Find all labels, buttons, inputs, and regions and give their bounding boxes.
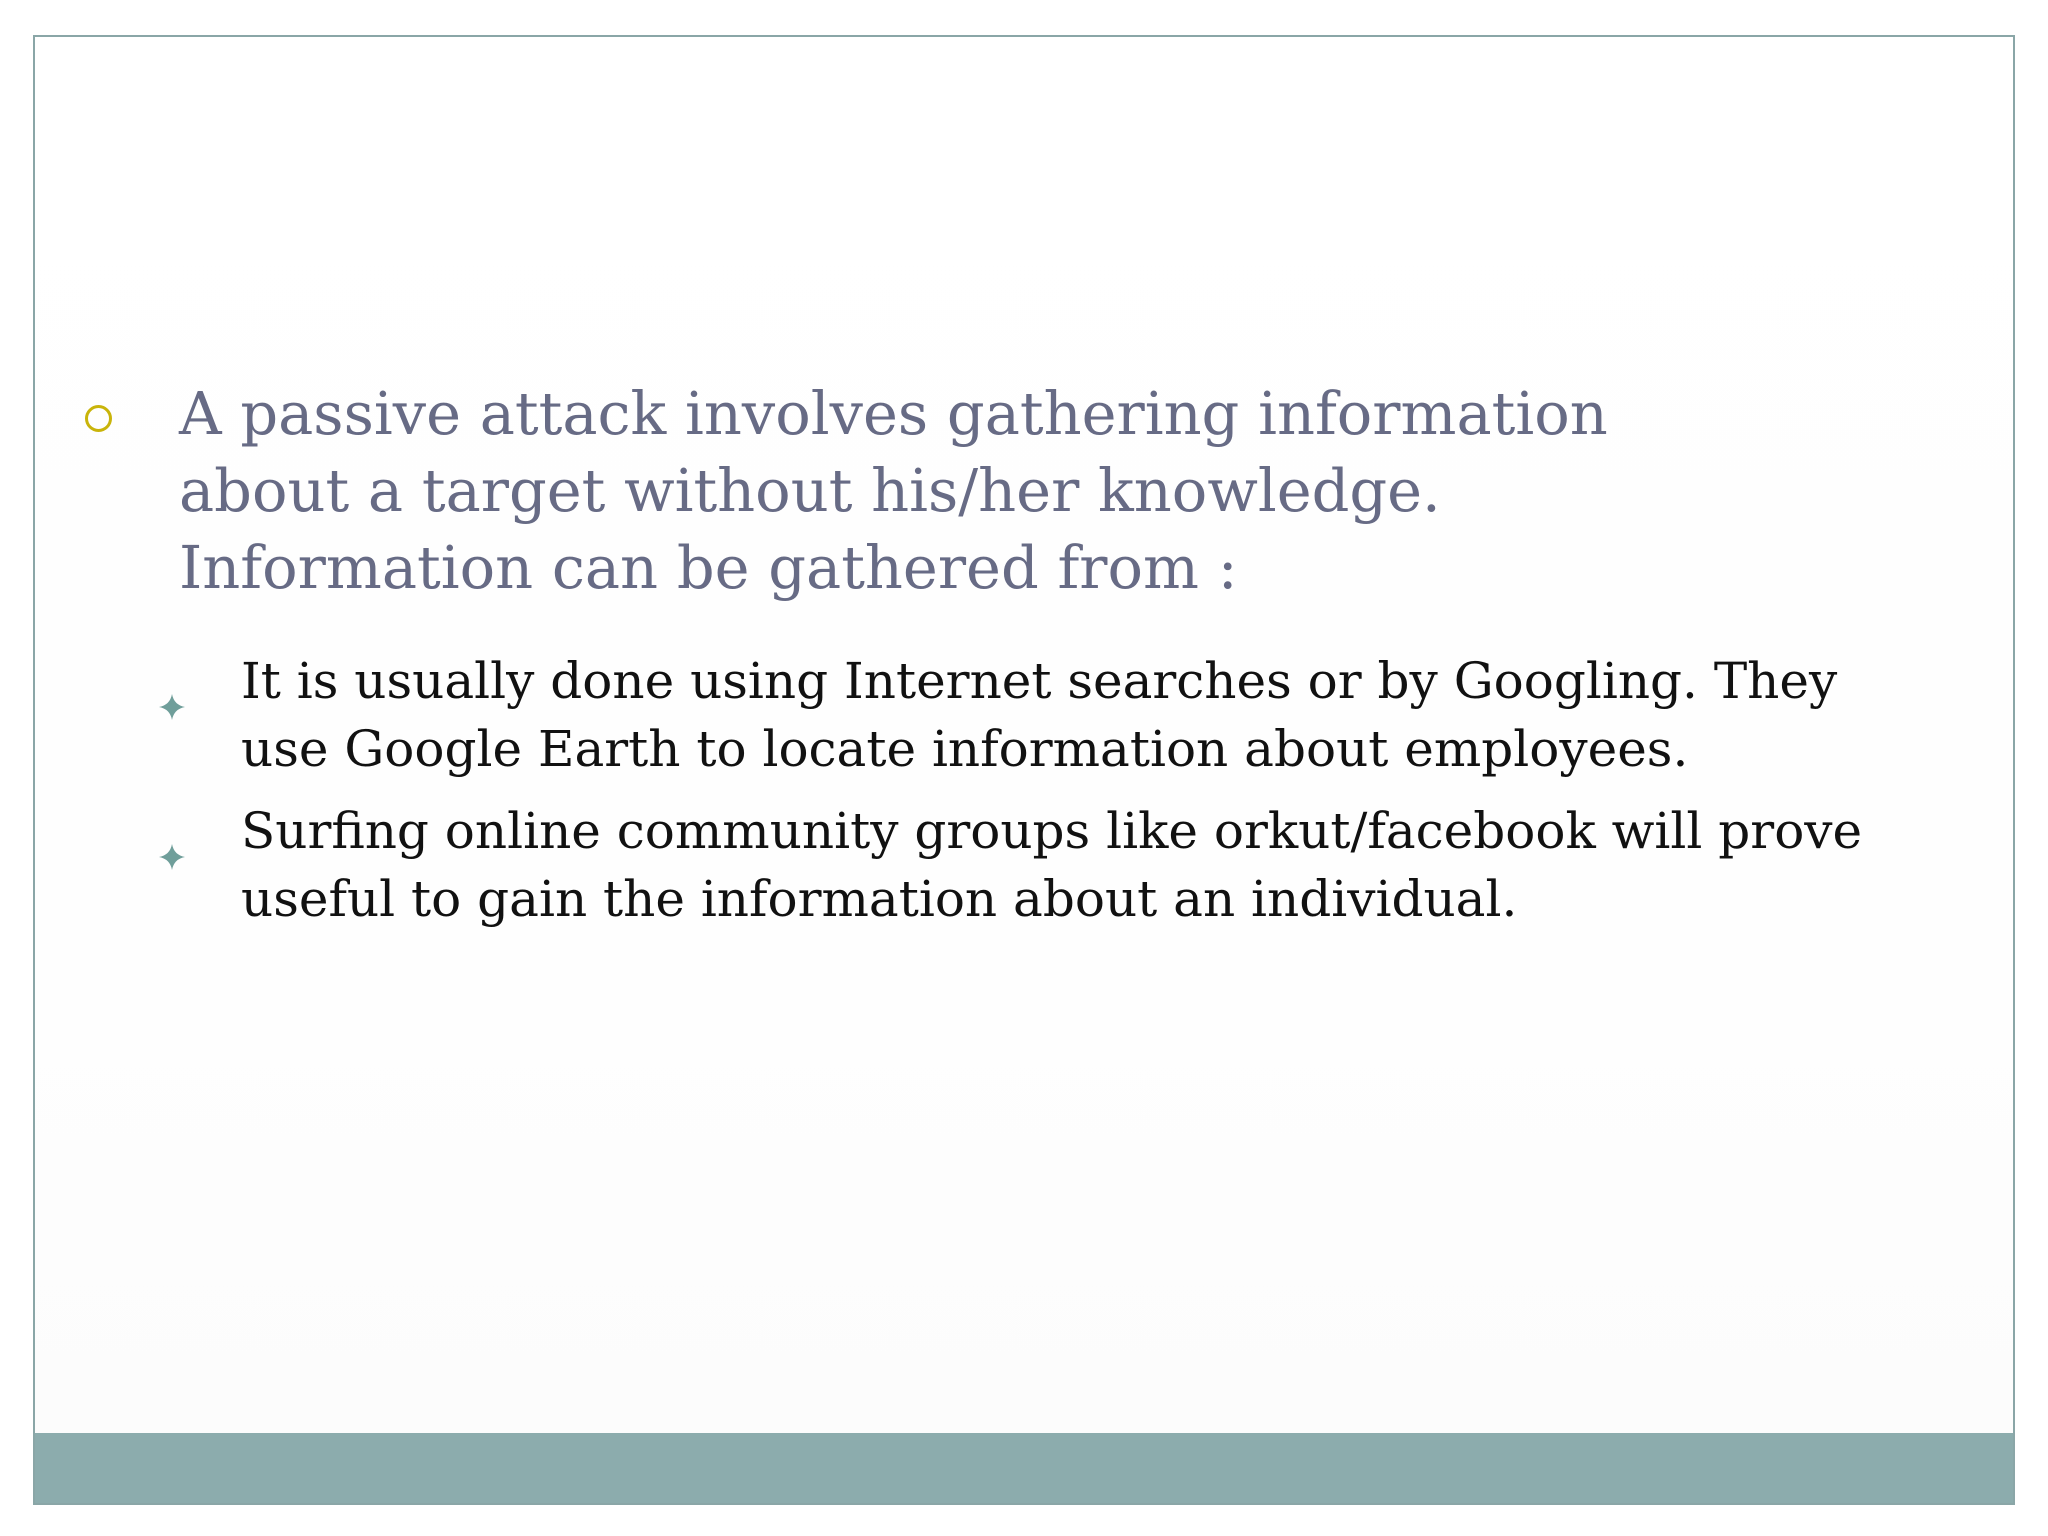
- hollow-circle-bullet-icon: [85, 405, 112, 432]
- slide-frame: [33, 35, 2015, 1505]
- sub-bullet-item: [159, 797, 1879, 933]
- sub-bullet-item: [159, 647, 1879, 783]
- four-point-star-bullet-icon: [159, 819, 185, 845]
- sub-bullet-list: [159, 647, 1879, 947]
- sub-bullet-text: It is usually done using Internet searches or by Googling. They use Google Earth to locate information about employees.: [241, 652, 1838, 778]
- four-point-star-bullet-icon: [159, 669, 185, 695]
- sub-bullet-text: Surfing online community groups like orkut/facebook will prove useful to gain the information about an individual.: [241, 802, 1863, 928]
- main-bullet: [87, 375, 1787, 606]
- main-bullet-text: A passive attack involves gathering information about a target without his/her knowledge. Information can be gathered from :: [179, 379, 1608, 602]
- footer-bar: [35, 1433, 2013, 1503]
